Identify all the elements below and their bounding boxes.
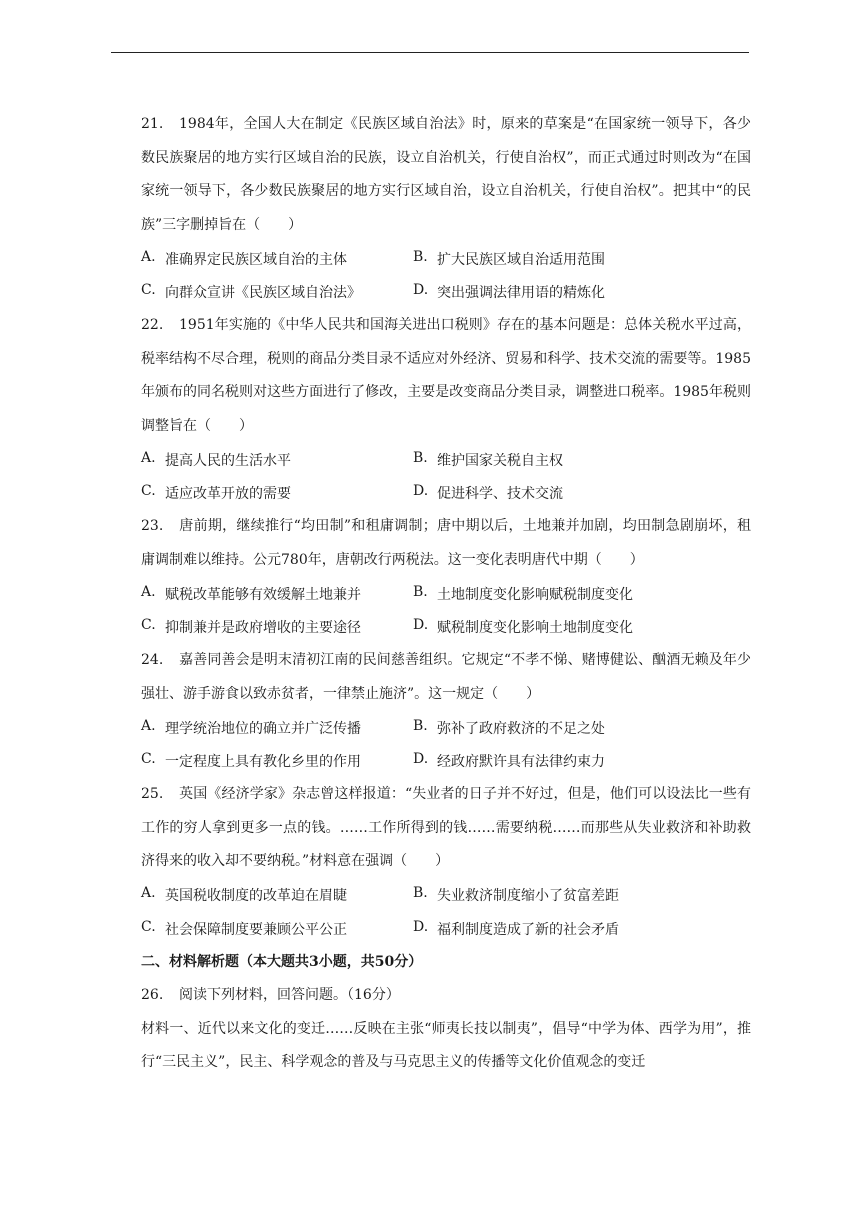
option-c[interactable] — [141, 282, 413, 302]
option-text: 英国税收制度的改革迫在眉睫 — [165, 888, 347, 905]
option-d[interactable] — [413, 282, 605, 302]
question-number: 22. — [141, 317, 164, 333]
option-text: 向群众宣讲《民族区域自治法》 — [165, 285, 361, 302]
option-text: 经政府默许具有法律约束力 — [437, 754, 605, 771]
option-b[interactable] — [413, 885, 619, 905]
option-c[interactable] — [141, 919, 413, 939]
option-b[interactable] — [413, 718, 605, 738]
option-letter: D. — [413, 483, 429, 500]
option-letter: A. — [141, 583, 156, 600]
options-row — [141, 477, 751, 511]
option-b[interactable] — [413, 249, 605, 269]
option-text: 弥补了政府救济的不足之处 — [437, 720, 605, 737]
option-letter: A. — [141, 449, 156, 466]
option-text: 促进科学、技术交流 — [437, 486, 563, 503]
option-letter: C. — [141, 918, 156, 935]
option-text: 理学统治地位的确立并广泛传播 — [165, 720, 361, 737]
option-letter: B. — [413, 248, 428, 265]
question-21 — [141, 108, 751, 309]
options-row — [141, 242, 751, 276]
question-number: 25. — [141, 786, 164, 802]
section-heading: 二、材料解析题（本大题共3小题，共50分） — [141, 953, 423, 970]
question-25 — [141, 778, 751, 946]
page-content — [141, 108, 751, 1080]
option-letter: C. — [141, 483, 156, 500]
option-text: 社会保障制度要兼顾公平公正 — [165, 921, 347, 938]
question-23 — [141, 510, 751, 644]
options-row — [141, 711, 751, 745]
option-text: 失业救济制度缩小了贫富差距 — [437, 888, 619, 905]
option-text: 赋税改革能够有效缓解土地兼并 — [165, 586, 361, 603]
option-text: 突出强调法律用语的精炼化 — [437, 285, 605, 302]
question-text: 阅读下列材料，回答问题。（16分） — [179, 987, 400, 1003]
option-letter: D. — [413, 282, 429, 299]
options-row — [141, 443, 751, 477]
question-stem — [141, 778, 751, 879]
question-26 — [141, 979, 751, 1013]
options-row — [141, 276, 751, 310]
option-c[interactable] — [141, 617, 413, 637]
question-number: 21. — [141, 116, 164, 132]
option-letter: D. — [413, 918, 429, 935]
option-b[interactable] — [413, 584, 633, 604]
option-letter: D. — [413, 751, 429, 768]
header-rule — [111, 52, 749, 53]
option-d[interactable] — [413, 617, 633, 637]
question-text: 英国《经济学家》杂志曾这样报道：“失业者的日子并不好过，但是，他们可以设法比一些有工作的穷人拿到更多一点的钱。……工作所得到的钱……需要纳税……而那些从失业救济和补助救济得来的收入却不要纳税。”材料意在强调（ ） — [141, 786, 751, 869]
question-text: 1951年实施的《中华人民共和国海关进出口税则》存在的基本问题是：总体关税水平过高，税率结构不尽合理，税则的商品分类目录不适应对外经济、贸易和科学、技术交流的需要等。1985年颁布的同名税则对这些方面进行了修改，主要是改变商品分类目录，调整进口税率。1985年税则调整旨在（ ） — [141, 317, 751, 434]
options-row — [141, 879, 751, 913]
option-letter: D. — [413, 617, 429, 634]
options-row — [141, 745, 751, 779]
material-one: 材料一、近代以来文化的变迁……反映在主张“师夷长技以制夷”，倡导“中学为体、西学为用”，推行“三民主义”，民主、科学观念的普及与马克思主义的传播等文化价值观念的变迁 — [141, 1020, 751, 1070]
option-c[interactable] — [141, 483, 413, 503]
option-text: 维护国家关税自主权 — [437, 452, 563, 469]
option-text: 赋税制度变化影响土地制度变化 — [437, 620, 633, 637]
options-row — [141, 577, 751, 611]
option-a[interactable] — [141, 450, 413, 470]
option-letter: C. — [141, 751, 156, 768]
question-stem — [141, 510, 751, 577]
option-letter: C. — [141, 282, 156, 299]
option-text: 一定程度上具有教化乡里的作用 — [165, 754, 361, 771]
option-letter: A. — [141, 717, 156, 734]
option-b[interactable] — [413, 450, 563, 470]
options-row — [141, 912, 751, 946]
option-letter: B. — [413, 885, 428, 902]
question-stem — [141, 309, 751, 443]
question-text: 1984年，全国人大在制定《民族区域自治法》时，原来的草案是“在国家统一领导下，各少数民族聚居的地方实行区域自治的民族，设立自治机关，行使自治权”，而正式通过时则改为“在国家统一领导下，各少数民族聚居的地方实行区域自治，设立自治机关，行使自治权”。把其中“的民族”三字删掉旨在（ ） — [141, 116, 751, 233]
option-letter: B. — [413, 717, 428, 734]
option-a[interactable] — [141, 584, 413, 604]
option-c[interactable] — [141, 751, 413, 771]
option-a[interactable] — [141, 718, 413, 738]
question-text: 嘉善同善会是明末清初江南的民间慈善组织。它规定“不孝不悌、赌博健讼、酗酒无赖及年少强壮、游手游食以致赤贫者，一律禁止施济”。这一规定（ ） — [141, 652, 751, 702]
option-letter: B. — [413, 583, 428, 600]
option-d[interactable] — [413, 483, 563, 503]
question-24 — [141, 644, 751, 778]
option-d[interactable] — [413, 919, 619, 939]
option-text: 准确界定民族区域自治的主体 — [165, 251, 347, 268]
option-a[interactable] — [141, 249, 413, 269]
option-text: 土地制度变化影响赋税制度变化 — [437, 586, 633, 603]
option-letter: B. — [413, 449, 428, 466]
option-letter: A. — [141, 885, 156, 902]
option-d[interactable] — [413, 751, 605, 771]
option-text: 提高人民的生活水平 — [165, 452, 291, 469]
question-text: 唐前期，继续推行“均田制”和租庸调制；唐中期以后，土地兼并加剧，均田制急剧崩坏，租庸调制难以维持。公元780年，唐朝改行两税法。这一变化表明唐代中期（ ） — [141, 518, 751, 568]
option-letter: C. — [141, 617, 156, 634]
option-text: 扩大民族区域自治适用范围 — [437, 251, 605, 268]
question-stem — [141, 644, 751, 711]
option-letter: A. — [141, 248, 156, 265]
option-text: 抑制兼并是政府增收的主要途径 — [165, 620, 361, 637]
question-number: 24. — [141, 652, 164, 668]
options-row — [141, 611, 751, 645]
option-text: 福利制度造成了新的社会矛盾 — [437, 921, 619, 938]
question-22 — [141, 309, 751, 510]
question-number: 26. — [141, 987, 164, 1003]
question-stem — [141, 108, 751, 242]
option-text: 适应改革开放的需要 — [165, 486, 291, 503]
question-number: 23. — [141, 518, 164, 534]
option-a[interactable] — [141, 885, 413, 905]
